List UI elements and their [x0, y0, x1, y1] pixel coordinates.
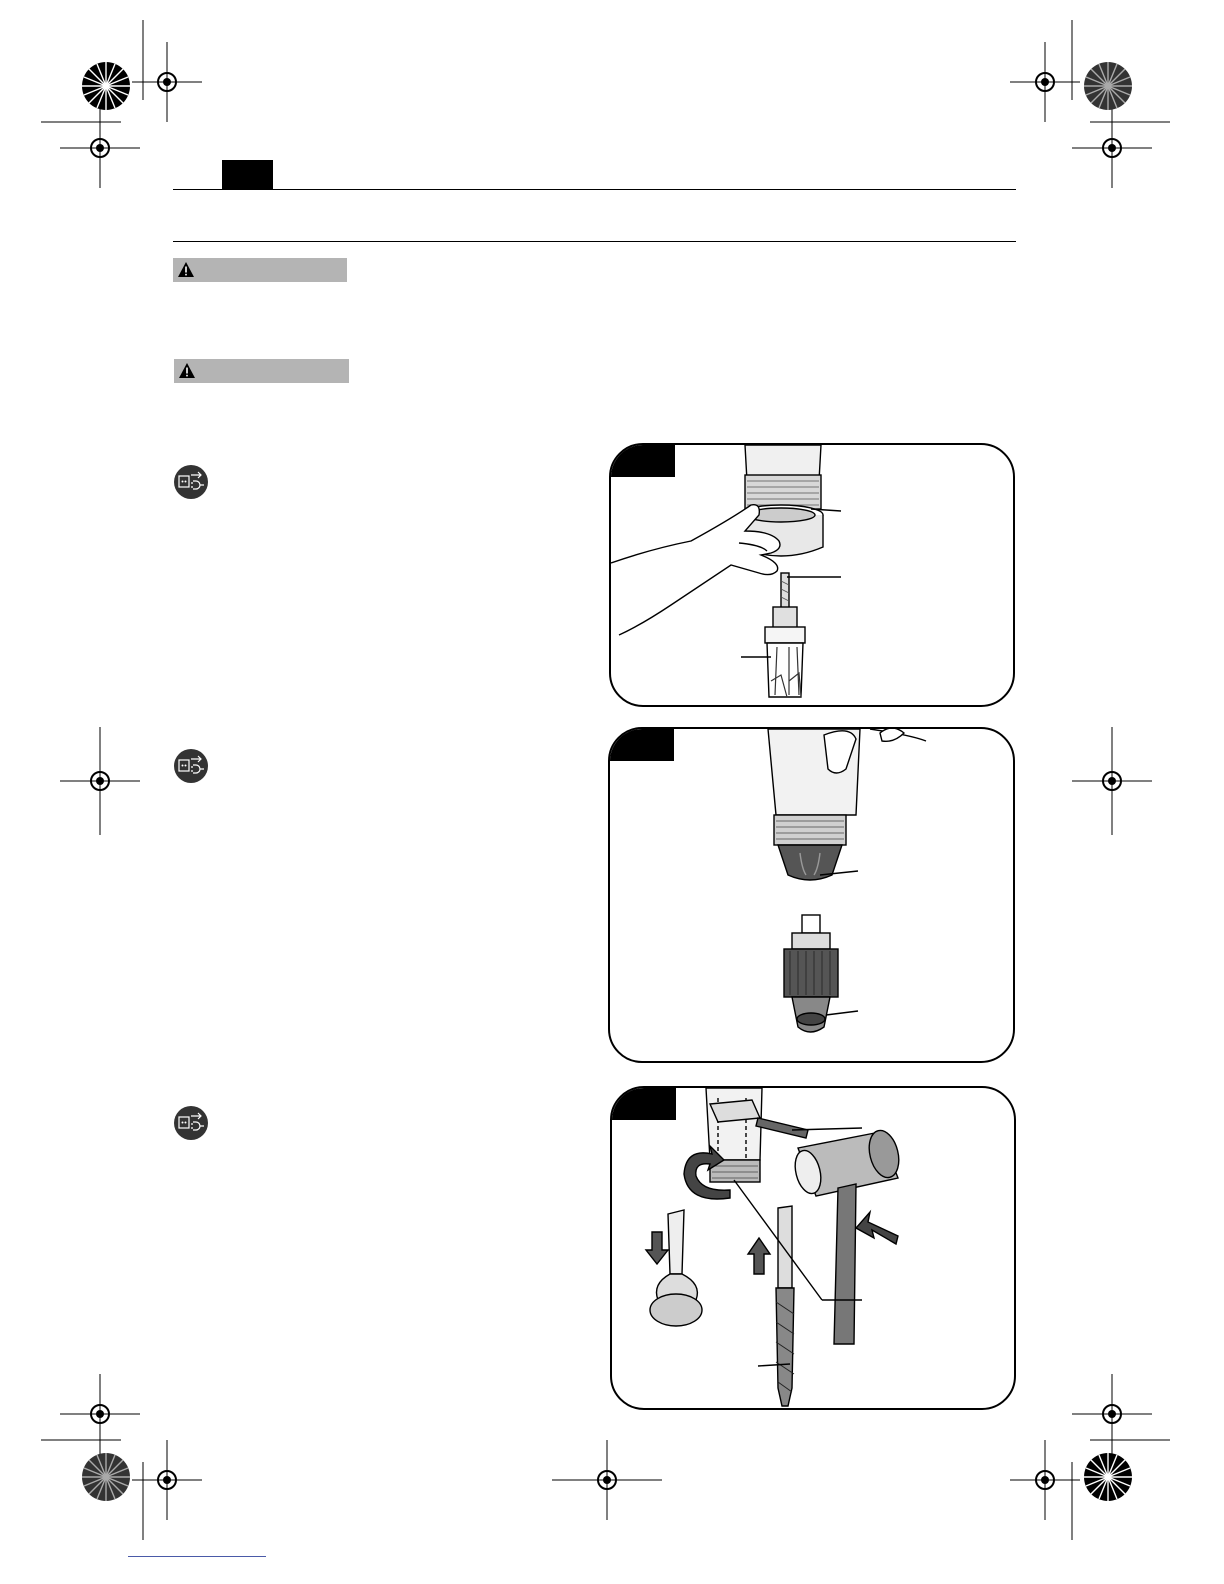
- registration-mark-icon: [1072, 727, 1152, 837]
- drill-bit-insert-illustration: [611, 445, 1013, 705]
- warning-triangle-icon: [177, 261, 195, 278]
- figure-panel: [610, 1086, 1016, 1410]
- registration-mark-icon: [1072, 1374, 1152, 1454]
- registration-mark-icon: [1072, 108, 1152, 188]
- warning-triangle-icon: [178, 362, 196, 379]
- unplug-icon: [174, 749, 208, 783]
- registration-mark-icon: [60, 727, 140, 837]
- warning-bar: [173, 258, 347, 282]
- registration-mark-icon: [60, 1374, 140, 1454]
- registration-mark-icon: [132, 42, 202, 122]
- star-target-icon: [1083, 61, 1133, 111]
- star-target-icon: [81, 1452, 131, 1502]
- star-target-icon: [1083, 1452, 1133, 1502]
- sds-bit-illustration: [612, 1088, 1014, 1408]
- figure-panel: [609, 443, 1015, 707]
- figure-panel: [608, 727, 1015, 1063]
- warning-bar: [174, 359, 349, 383]
- registration-mark-icon: [132, 1440, 202, 1520]
- drill-chuck-illustration: [610, 729, 1013, 1061]
- unplug-icon: [174, 1106, 208, 1140]
- registration-mark-icon: [552, 1440, 662, 1520]
- section-rule: [173, 241, 1016, 242]
- unplug-icon: [174, 465, 208, 499]
- registration-mark-icon: [1010, 1440, 1080, 1520]
- registration-mark-icon: [60, 108, 140, 188]
- language-tab: [222, 160, 273, 189]
- header-rule: [173, 189, 1016, 190]
- link-underline: [128, 1556, 266, 1557]
- registration-mark-icon: [1010, 42, 1080, 122]
- star-target-icon: [81, 61, 131, 111]
